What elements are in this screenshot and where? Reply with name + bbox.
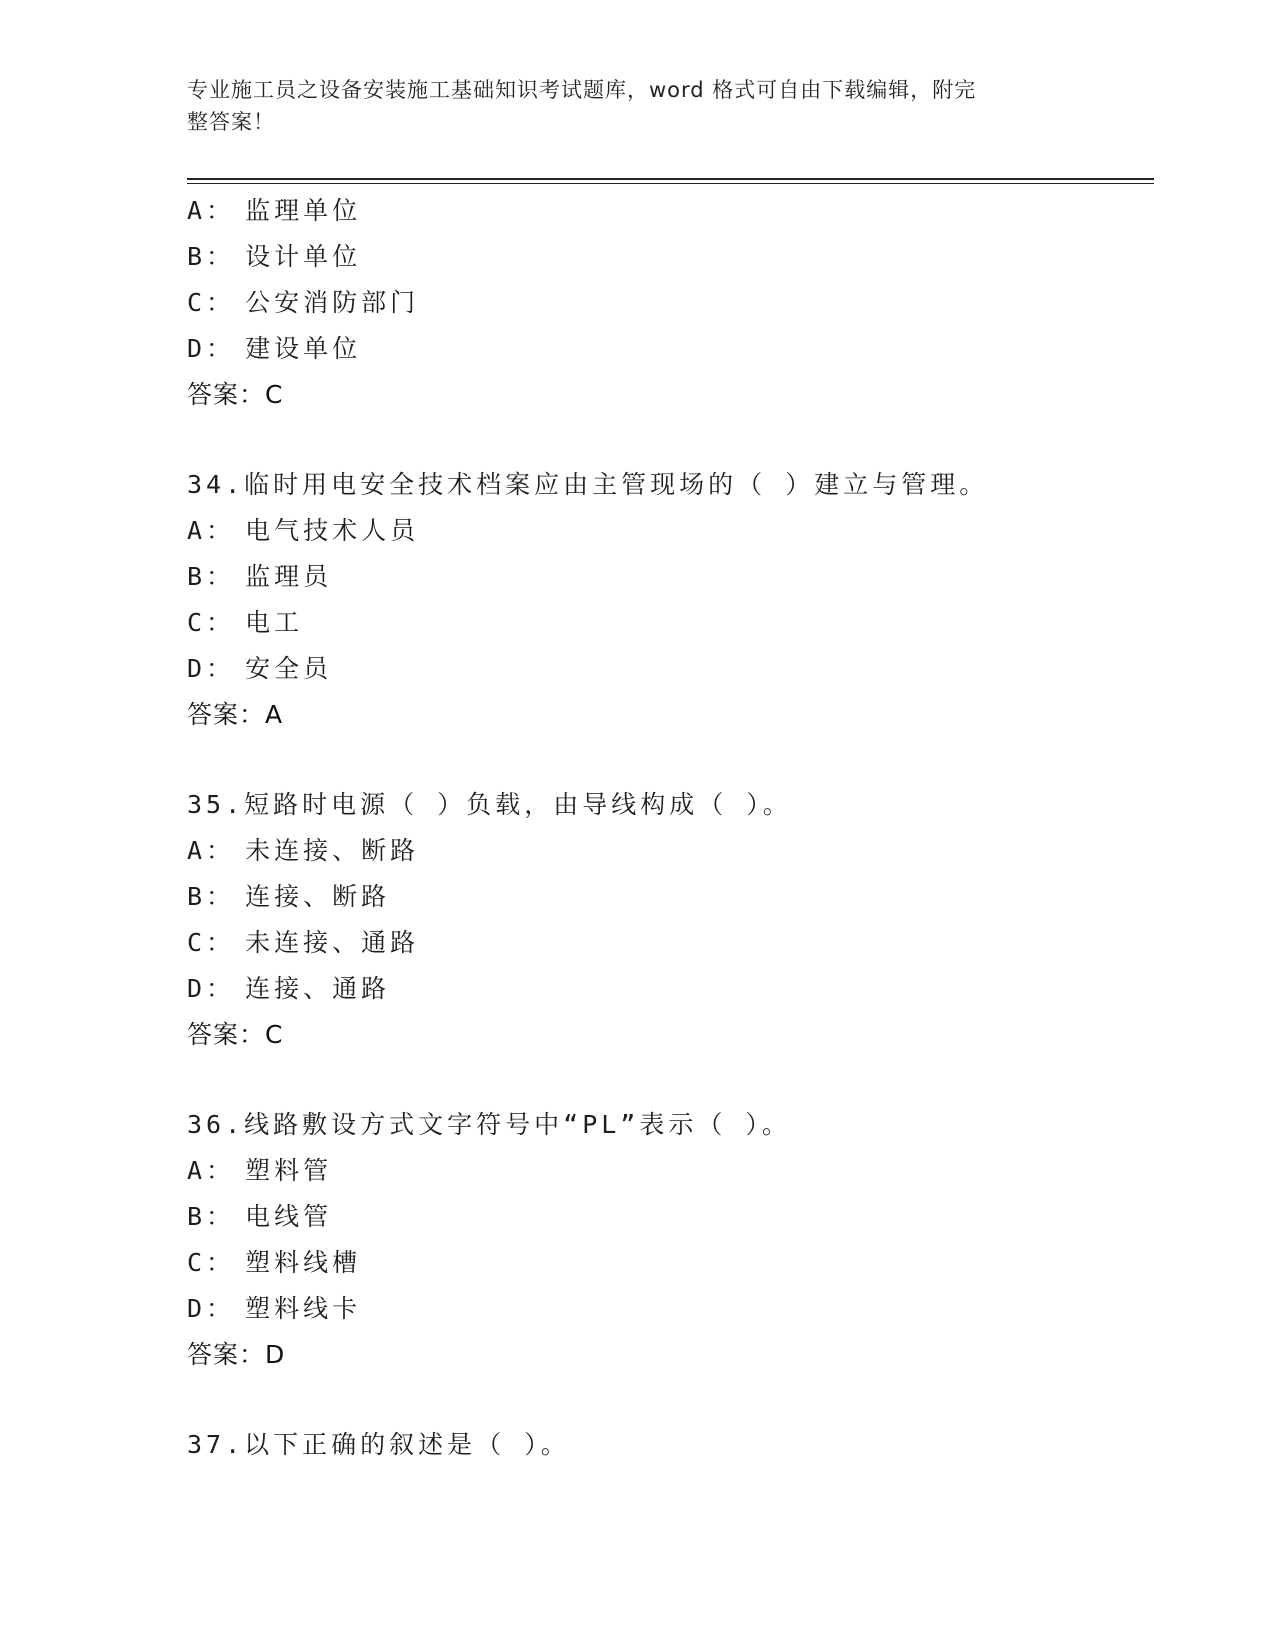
spacer xyxy=(187,738,1154,782)
question-37 xyxy=(187,1422,1154,1468)
option-c: C： 未连接、通路 xyxy=(187,928,420,957)
header-line-1: 专业施工员之设备安装施工基础知识考试题库，word 格式可自由下载编辑，附完 xyxy=(187,78,977,102)
option-a: A： 电气技术人员 xyxy=(187,516,420,545)
question-list xyxy=(187,188,1154,1468)
option-d: D： 建设单位 xyxy=(187,334,362,363)
question-33 xyxy=(187,188,1154,418)
option-b: B： 电线管 xyxy=(187,1202,333,1231)
option-c: C： 公安消防部门 xyxy=(187,288,420,317)
option-d: D： 连接、通路 xyxy=(187,974,391,1003)
question-text: 36.线路敷设方式文字符号中“PL”表示（ ）。 xyxy=(187,1110,791,1139)
spacer xyxy=(187,1058,1154,1102)
question-35 xyxy=(187,782,1154,1058)
option-d: D： 安全员 xyxy=(187,654,333,683)
option-a: A： 监理单位 xyxy=(187,196,362,225)
header-divider-thin xyxy=(187,183,1154,184)
option-d: D： 塑料线卡 xyxy=(187,1294,362,1323)
header-line-2: 整答案！ xyxy=(187,110,275,134)
answer: 答案：C xyxy=(187,380,284,409)
spacer xyxy=(187,1378,1154,1422)
option-c: C： 电工 xyxy=(187,608,304,637)
question-34 xyxy=(187,462,1154,738)
option-c: C： 塑料线槽 xyxy=(187,1248,362,1277)
question-text: 35.短路时电源（ ）负载，由导线构成（ ）。 xyxy=(187,790,792,819)
answer: 答案：D xyxy=(187,1340,286,1369)
option-b: B： 监理员 xyxy=(187,562,333,591)
option-b: B： 连接、断路 xyxy=(187,882,391,911)
page-header xyxy=(187,74,1067,138)
answer: 答案：A xyxy=(187,700,284,729)
answer: 答案：C xyxy=(187,1020,284,1049)
header-divider-thick xyxy=(187,178,1154,180)
spacer xyxy=(187,418,1154,462)
option-b: B： 设计单位 xyxy=(187,242,362,271)
question-text: 34.临时用电安全技术档案应由主管现场的（ ）建立与管理。 xyxy=(187,470,989,499)
option-a: A： 未连接、断路 xyxy=(187,836,420,865)
question-text: 37.以下正确的叙述是（ ）。 xyxy=(187,1430,570,1459)
option-a: A： 塑料管 xyxy=(187,1156,333,1185)
question-36 xyxy=(187,1102,1154,1378)
